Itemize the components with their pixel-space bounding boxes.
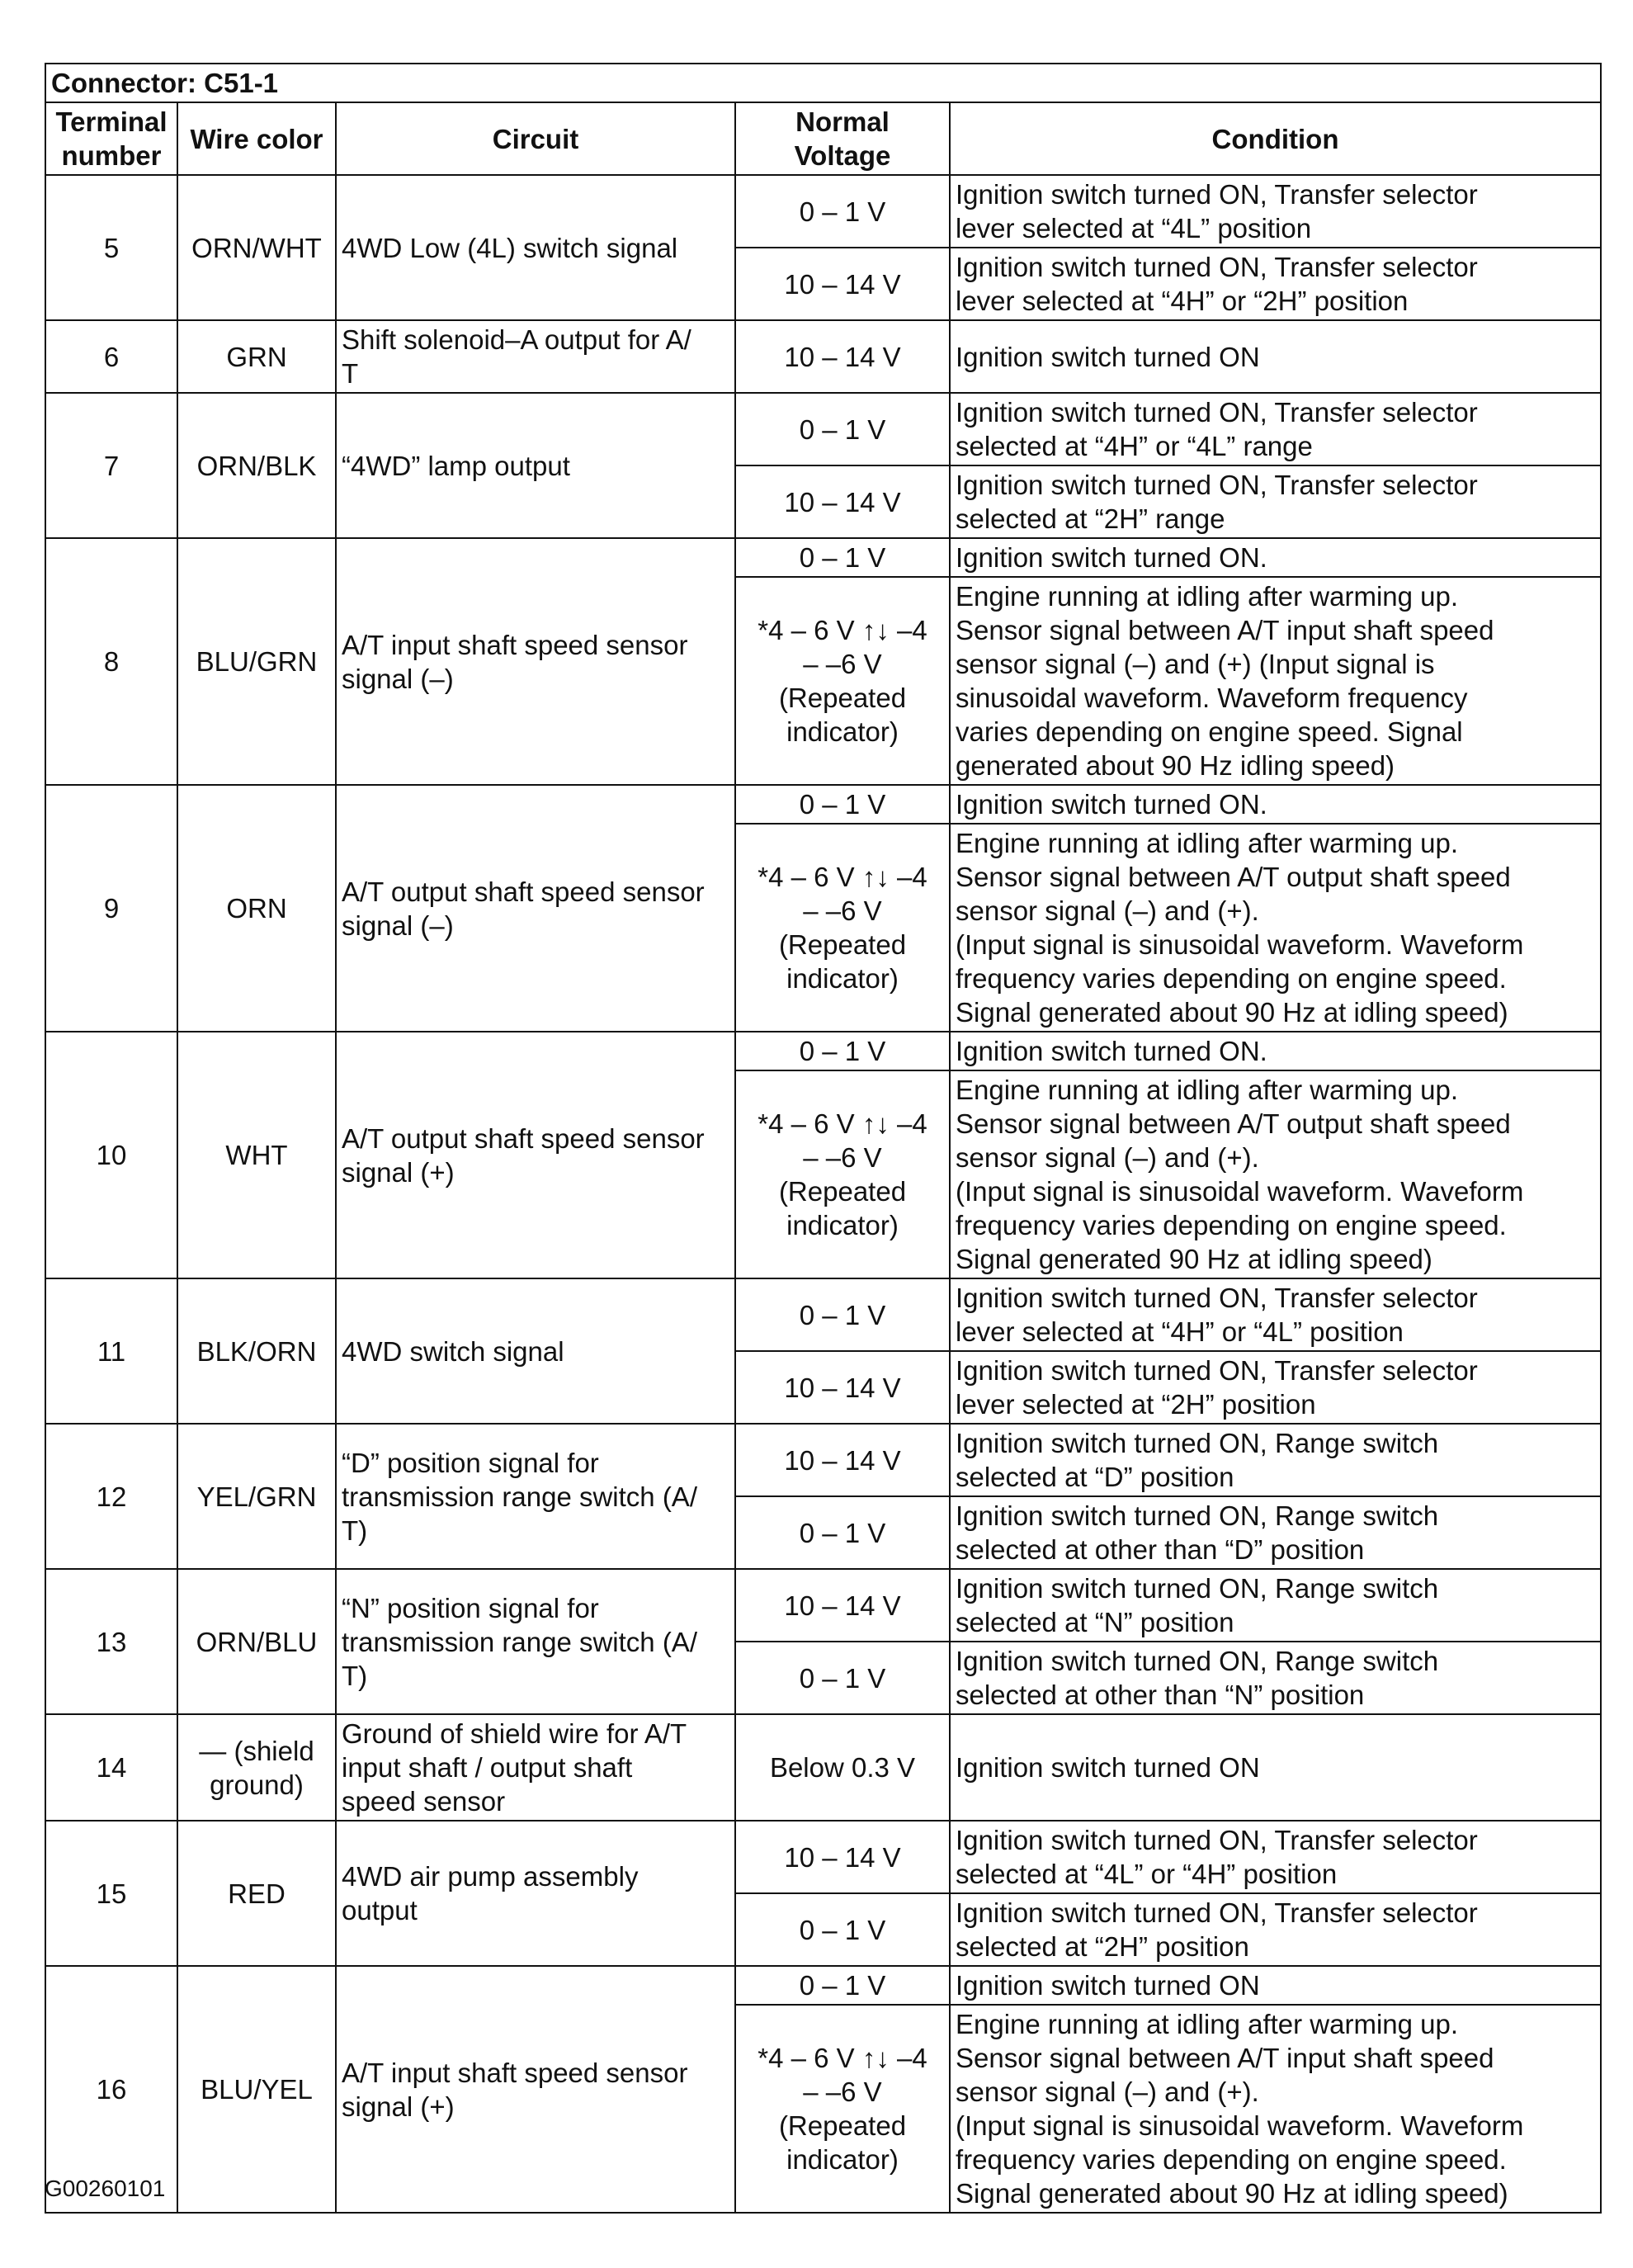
normal-voltage-cell: *4 – 6 V ↑↓ –4 – –6 V (Repeated indicator) [735, 2005, 950, 2213]
condition-cell: Ignition switch turned ON [950, 320, 1601, 393]
wire-color-cell: GRN [177, 320, 336, 393]
normal-voltage-cell: *4 – 6 V ↑↓ –4 – –6 V (Repeated indicator) [735, 577, 950, 785]
table-row [45, 1821, 1601, 1893]
terminal-number-cell: 9 [45, 785, 177, 1032]
header-circuit: Circuit [336, 102, 735, 175]
condition-cell: Ignition switch turned ON, Range switch selected at “N” position [950, 1569, 1601, 1642]
normal-voltage-cell: *4 – 6 V ↑↓ –4 – –6 V (Repeated indicator) [735, 824, 950, 1032]
condition-cell: Ignition switch turned ON, Range switch selected at other than “D” position [950, 1496, 1601, 1569]
table-row [45, 175, 1601, 248]
wire-color-cell: RED [177, 1821, 336, 1966]
table-row [45, 1032, 1601, 1070]
condition-cell: Ignition switch turned ON, Transfer selector lever selected at “4L” position [950, 175, 1601, 248]
connector-table [45, 63, 1602, 2214]
normal-voltage-cell: 10 – 14 V [735, 248, 950, 320]
condition-cell: Ignition switch turned ON. [950, 1032, 1601, 1070]
terminal-number-cell: 13 [45, 1569, 177, 1714]
table-row [45, 1714, 1601, 1821]
wire-color-cell: WHT [177, 1032, 336, 1278]
table-row [45, 785, 1601, 824]
condition-cell: Ignition switch turned ON, Range switch selected at “D” position [950, 1424, 1601, 1496]
wire-color-cell: BLU/YEL [177, 1966, 336, 2213]
terminal-number-cell: 8 [45, 538, 177, 785]
circuit-cell: Shift solenoid–A output for A/ T [336, 320, 735, 393]
terminal-number-cell: 15 [45, 1821, 177, 1966]
circuit-cell: A/T output shaft speed sensor signal (+) [336, 1032, 735, 1278]
table-row [45, 393, 1601, 465]
normal-voltage-cell: 10 – 14 V [735, 320, 950, 393]
terminal-number-cell: 11 [45, 1278, 177, 1424]
condition-cell: Engine running at idling after warming up. Sensor signal between A/T output shaft speed sensor signal (–) and (+). (Input signal is sinusoidal waveform. Waveform frequency varies depending on engine speed. Signal generated 90 Hz at idling speed) [950, 1070, 1601, 1278]
normal-voltage-cell: 0 – 1 V [735, 175, 950, 248]
normal-voltage-cell: 0 – 1 V [735, 1966, 950, 2005]
condition-cell: Ignition switch turned ON [950, 1966, 1601, 2005]
normal-voltage-cell: 0 – 1 V [735, 1893, 950, 1966]
circuit-cell: A/T input shaft speed sensor signal (+) [336, 1966, 735, 2213]
header-condition: Condition [950, 102, 1601, 175]
terminal-number-cell: 14 [45, 1714, 177, 1821]
connector-table-container [45, 63, 1600, 2214]
terminal-number-cell: 6 [45, 320, 177, 393]
normal-voltage-cell: 10 – 14 V [735, 465, 950, 538]
normal-voltage-cell: 0 – 1 V [735, 1496, 950, 1569]
normal-voltage-cell: 10 – 14 V [735, 1424, 950, 1496]
condition-cell: Ignition switch turned ON, Transfer selector lever selected at “4H” or “4L” position [950, 1278, 1601, 1351]
connector-title: Connector: C51-1 [45, 64, 1601, 102]
wire-color-cell: ORN/WHT [177, 175, 336, 320]
header-wire-color: Wire color [177, 102, 336, 175]
circuit-cell: 4WD air pump assembly output [336, 1821, 735, 1966]
condition-cell: Ignition switch turned ON. [950, 538, 1601, 577]
table-row [45, 1966, 1601, 2005]
normal-voltage-cell: 0 – 1 V [735, 393, 950, 465]
condition-cell: Engine running at idling after warming up. Sensor signal between A/T output shaft speed sensor signal (–) and (+). (Input signal is sinusoidal waveform. Waveform frequency varies depending on engine speed. Signal generated about 90 Hz at idling speed) [950, 824, 1601, 1032]
wire-color-cell: ORN/BLU [177, 1569, 336, 1714]
wire-color-cell: ORN [177, 785, 336, 1032]
figure-id: G00260101 [45, 2176, 166, 2201]
wire-color-cell: YEL/GRN [177, 1424, 336, 1569]
header-terminal-number: Terminal number [45, 102, 177, 175]
normal-voltage-cell: *4 – 6 V ↑↓ –4 – –6 V (Repeated indicator) [735, 1070, 950, 1278]
circuit-cell: A/T input shaft speed sensor signal (–) [336, 538, 735, 785]
normal-voltage-cell: Below 0.3 V [735, 1714, 950, 1821]
circuit-cell: A/T output shaft speed sensor signal (–) [336, 785, 735, 1032]
terminal-number-cell: 12 [45, 1424, 177, 1569]
connector-title-row [45, 64, 1601, 102]
normal-voltage-cell: 10 – 14 V [735, 1569, 950, 1642]
condition-cell: Engine running at idling after warming up. Sensor signal between A/T input shaft speed sensor signal (–) and (+) (Input signal is sinusoidal waveform. Waveform frequency varies depending on engine speed. Signal generated about 90 Hz idling speed) [950, 577, 1601, 785]
circuit-cell: “4WD” lamp output [336, 393, 735, 538]
normal-voltage-cell: 0 – 1 V [735, 1642, 950, 1714]
table-row [45, 1569, 1601, 1642]
normal-voltage-cell: 0 – 1 V [735, 1032, 950, 1070]
normal-voltage-cell: 0 – 1 V [735, 538, 950, 577]
terminal-number-cell: 16 [45, 1966, 177, 2213]
wire-color-cell: BLK/ORN [177, 1278, 336, 1424]
normal-voltage-cell: 10 – 14 V [735, 1821, 950, 1893]
table-body [45, 175, 1601, 2213]
condition-cell: Ignition switch turned ON [950, 1714, 1601, 1821]
wire-color-cell: — (shield ground) [177, 1714, 336, 1821]
normal-voltage-cell: 10 – 14 V [735, 1351, 950, 1424]
circuit-cell: 4WD switch signal [336, 1278, 735, 1424]
normal-voltage-cell: 0 – 1 V [735, 785, 950, 824]
terminal-number-cell: 7 [45, 393, 177, 538]
condition-cell: Ignition switch turned ON, Transfer selector selected at “2H” range [950, 465, 1601, 538]
wire-color-cell: BLU/GRN [177, 538, 336, 785]
terminal-number-cell: 5 [45, 175, 177, 320]
circuit-cell: “N” position signal for transmission range switch (A/ T) [336, 1569, 735, 1714]
terminal-number-cell: 10 [45, 1032, 177, 1278]
normal-voltage-cell: 0 – 1 V [735, 1278, 950, 1351]
condition-cell: Ignition switch turned ON, Transfer selector selected at “4L” or “4H” position [950, 1821, 1601, 1893]
condition-cell: Ignition switch turned ON, Range switch selected at other than “N” position [950, 1642, 1601, 1714]
table-row [45, 320, 1601, 393]
table-row [45, 1278, 1601, 1351]
header-normal-voltage: Normal Voltage [735, 102, 950, 175]
condition-cell: Ignition switch turned ON, Transfer selector lever selected at “4H” or “2H” position [950, 248, 1601, 320]
condition-cell: Ignition switch turned ON, Transfer selector selected at “4H” or “4L” range [950, 393, 1601, 465]
wire-color-cell: ORN/BLK [177, 393, 336, 538]
table-row [45, 1424, 1601, 1496]
table-row [45, 538, 1601, 577]
condition-cell: Ignition switch turned ON, Transfer selector selected at “2H” position [950, 1893, 1601, 1966]
circuit-cell: “D” position signal for transmission range switch (A/ T) [336, 1424, 735, 1569]
condition-cell: Ignition switch turned ON. [950, 785, 1601, 824]
circuit-cell: 4WD Low (4L) switch signal [336, 175, 735, 320]
circuit-cell: Ground of shield wire for A/T input shaft / output shaft speed sensor [336, 1714, 735, 1821]
condition-cell: Ignition switch turned ON, Transfer selector lever selected at “2H” position [950, 1351, 1601, 1424]
condition-cell: Engine running at idling after warming up. Sensor signal between A/T input shaft speed sensor signal (–) and (+). (Input signal is sinusoidal waveform. Waveform frequency varies depending on engine speed. Signal generated about 90 Hz at idling speed) [950, 2005, 1601, 2213]
header-row [45, 102, 1601, 175]
